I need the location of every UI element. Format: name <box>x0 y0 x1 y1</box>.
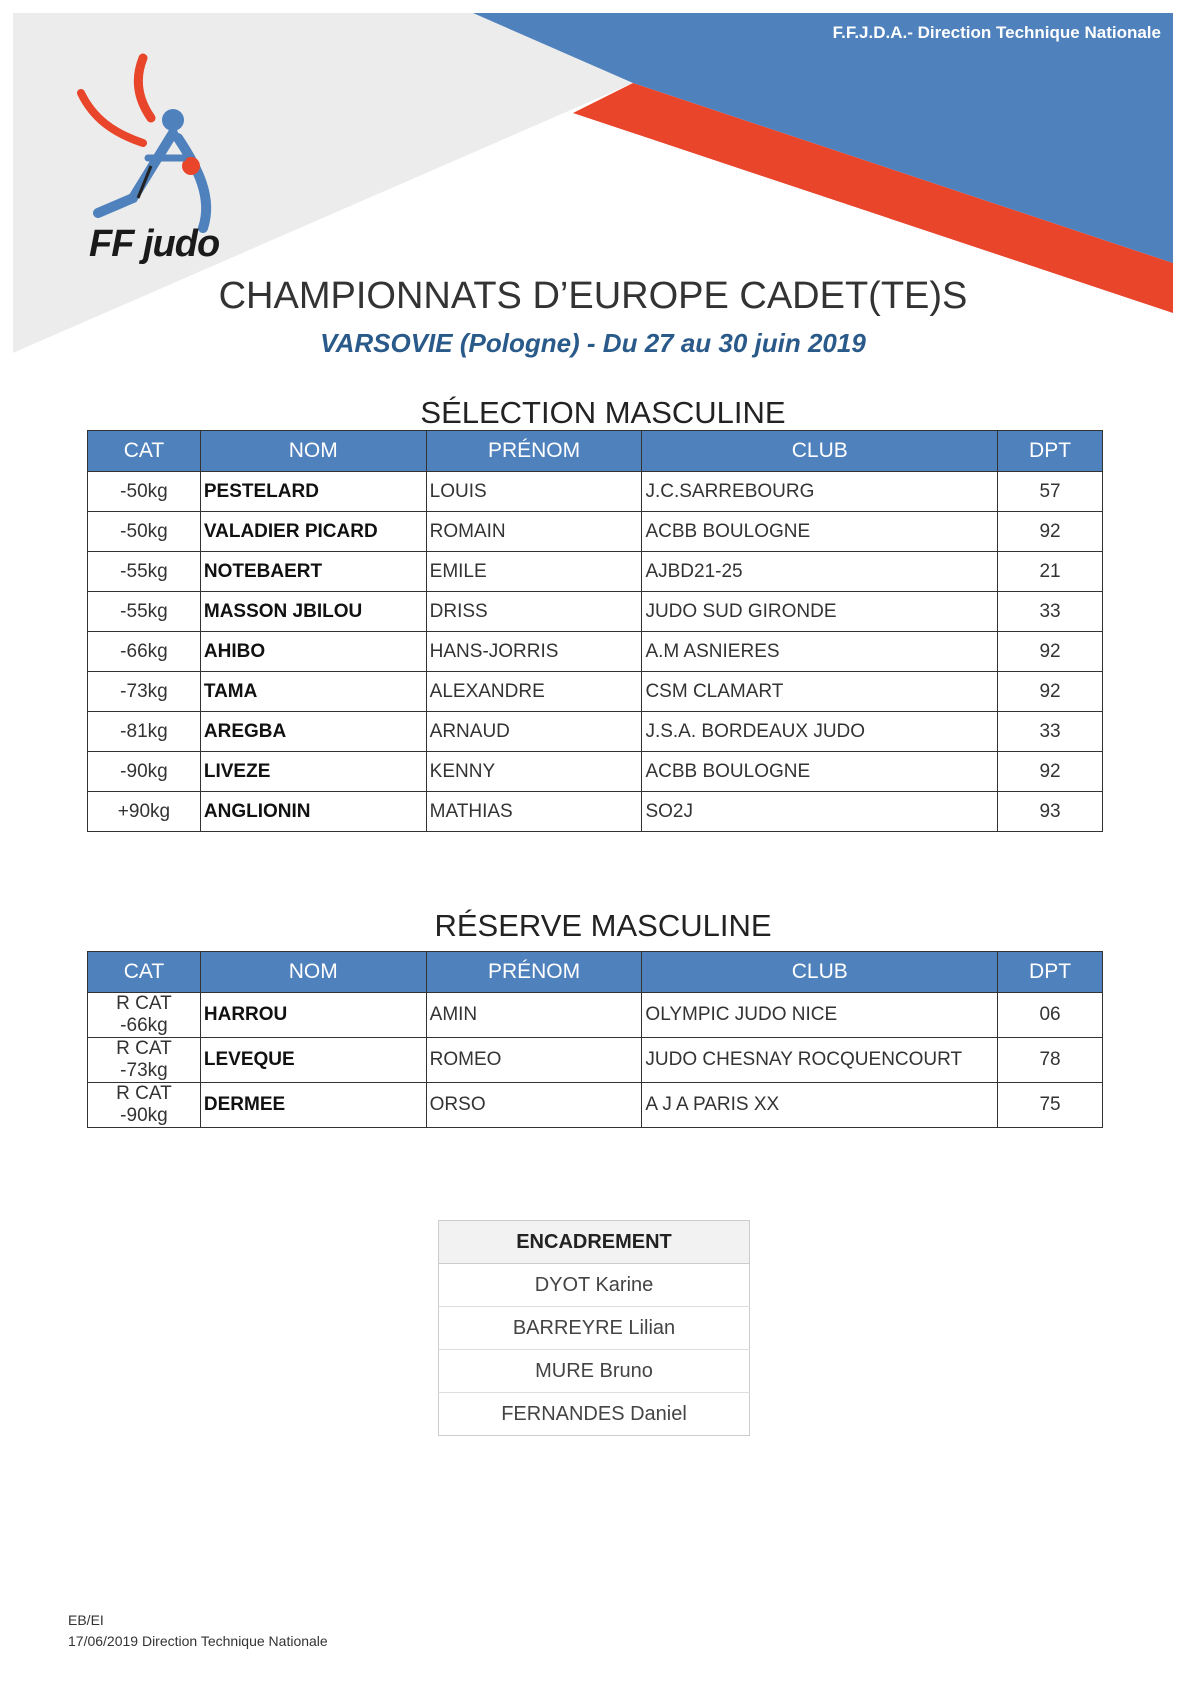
cell-cat: -55kg <box>88 552 201 592</box>
cell-nom: MASSON JBILOU <box>200 592 426 632</box>
cell-cat: -50kg <box>88 512 201 552</box>
cell-nom: LIVEZE <box>200 752 426 792</box>
cell-club: ACBB BOULOGNE <box>642 512 998 552</box>
table-row <box>88 993 1103 1038</box>
cell-cat: R CAT -66kg <box>88 993 201 1038</box>
cell-nom: HARROU <box>200 993 426 1038</box>
staff-member: MURE Bruno <box>439 1350 750 1393</box>
cell-club: OLYMPIC JUDO NICE <box>642 993 998 1038</box>
cell-club: J.C.SARREBOURG <box>642 472 998 512</box>
cell-prenom: KENNY <box>426 752 642 792</box>
cell-prenom: MATHIAS <box>426 792 642 832</box>
cell-club: J.S.A. BORDEAUX JUDO <box>642 712 998 752</box>
cell-nom: LEVEQUE <box>200 1038 426 1083</box>
cell-dpt: 92 <box>998 512 1103 552</box>
table-row <box>88 512 1103 552</box>
cell-dpt: 57 <box>998 472 1103 512</box>
cell-dpt: 92 <box>998 672 1103 712</box>
page-title: CHAMPIONNATS D’EUROPE CADET(TE)S <box>218 275 968 317</box>
selection-body <box>88 472 1103 832</box>
cell-club: JUDO CHESNAY ROCQUENCOURT <box>642 1038 998 1083</box>
table-header-row <box>88 431 1103 472</box>
cell-club: ACBB BOULOGNE <box>642 752 998 792</box>
selection-table <box>87 430 1103 832</box>
col-header-dpt: DPT <box>998 431 1103 472</box>
cell-dpt: 93 <box>998 792 1103 832</box>
reserve-body <box>88 993 1103 1128</box>
cell-nom: NOTEBAERT <box>200 552 426 592</box>
cell-prenom: ORSO <box>426 1083 642 1128</box>
cell-cat: -55kg <box>88 592 201 632</box>
cell-nom: AREGBA <box>200 712 426 752</box>
cell-prenom: ROMEO <box>426 1038 642 1083</box>
cell-prenom: DRISS <box>426 592 642 632</box>
cell-club: AJBD21-25 <box>642 552 998 592</box>
footer-date: 17/06/2019 Direction Technique Nationale <box>68 1633 328 1649</box>
table-row <box>88 472 1103 512</box>
col-header-nom: NOM <box>200 952 426 993</box>
col-header-cat: CAT <box>88 431 201 472</box>
cell-dpt: 33 <box>998 712 1103 752</box>
document-page <box>13 13 1173 1668</box>
staff-table <box>438 1220 750 1436</box>
cell-cat: -73kg <box>88 672 201 712</box>
cell-club: A J A PARIS XX <box>642 1083 998 1128</box>
cell-prenom: EMILE <box>426 552 642 592</box>
table-row <box>88 792 1103 832</box>
col-header-prenom: PRÉNOM <box>426 952 642 993</box>
col-header-club: CLUB <box>642 952 998 993</box>
cell-cat: -81kg <box>88 712 201 752</box>
table-row <box>88 1038 1103 1083</box>
cell-club: JUDO SUD GIRONDE <box>642 592 998 632</box>
cell-nom: PESTELARD <box>200 472 426 512</box>
cell-nom: AHIBO <box>200 632 426 672</box>
table-row <box>88 552 1103 592</box>
cell-club: CSM CLAMART <box>642 672 998 712</box>
cell-dpt: 06 <box>998 993 1103 1038</box>
table-row <box>88 632 1103 672</box>
col-header-nom: NOM <box>200 431 426 472</box>
col-header-cat: CAT <box>88 952 201 993</box>
cell-prenom: HANS-JORRIS <box>426 632 642 672</box>
cell-nom: TAMA <box>200 672 426 712</box>
col-header-dpt: DPT <box>998 952 1103 993</box>
reserve-table <box>87 951 1103 1128</box>
cell-cat: +90kg <box>88 792 201 832</box>
table-row <box>88 752 1103 792</box>
selection-title: SÉLECTION MASCULINE <box>420 395 786 430</box>
cell-prenom: LOUIS <box>426 472 642 512</box>
cell-prenom: ARNAUD <box>426 712 642 752</box>
table-row <box>88 592 1103 632</box>
cell-nom: VALADIER PICARD <box>200 512 426 552</box>
table-row <box>88 672 1103 712</box>
header-org: F.F.J.D.A.- Direction Technique Nationale <box>832 23 1161 42</box>
table-row <box>88 1083 1103 1128</box>
cell-nom: ANGLIONIN <box>200 792 426 832</box>
cell-dpt: 78 <box>998 1038 1103 1083</box>
table-header-row <box>88 952 1103 993</box>
cell-cat: R CAT -73kg <box>88 1038 201 1083</box>
cell-club: SO2J <box>642 792 998 832</box>
cell-nom: DERMEE <box>200 1083 426 1128</box>
staff-member: BARREYRE Lilian <box>439 1307 750 1350</box>
staff-member: DYOT Karine <box>439 1264 750 1307</box>
cell-prenom: ROMAIN <box>426 512 642 552</box>
page-subtitle: VARSOVIE (Pologne) - Du 27 au 30 juin 2019 <box>320 328 866 358</box>
cell-dpt: 75 <box>998 1083 1103 1128</box>
cell-dpt: 33 <box>998 592 1103 632</box>
cell-prenom: ALEXANDRE <box>426 672 642 712</box>
col-header-club: CLUB <box>642 431 998 472</box>
col-header-prenom: PRÉNOM <box>426 431 642 472</box>
cell-cat: -66kg <box>88 632 201 672</box>
logo-text: FF judo <box>89 223 220 265</box>
cell-cat: R CAT -90kg <box>88 1083 201 1128</box>
footer-initials: EB/EI <box>68 1612 104 1628</box>
cell-prenom: AMIN <box>426 993 642 1038</box>
cell-dpt: 92 <box>998 632 1103 672</box>
staff-member: FERNANDES Daniel <box>439 1393 750 1436</box>
cell-dpt: 21 <box>998 552 1103 592</box>
reserve-title: RÉSERVE MASCULINE <box>434 908 772 943</box>
cell-cat: -90kg <box>88 752 201 792</box>
staff-header: ENCADREMENT <box>439 1221 750 1264</box>
cell-dpt: 92 <box>998 752 1103 792</box>
table-row <box>88 712 1103 752</box>
cell-cat: -50kg <box>88 472 201 512</box>
cell-club: A.M ASNIERES <box>642 632 998 672</box>
